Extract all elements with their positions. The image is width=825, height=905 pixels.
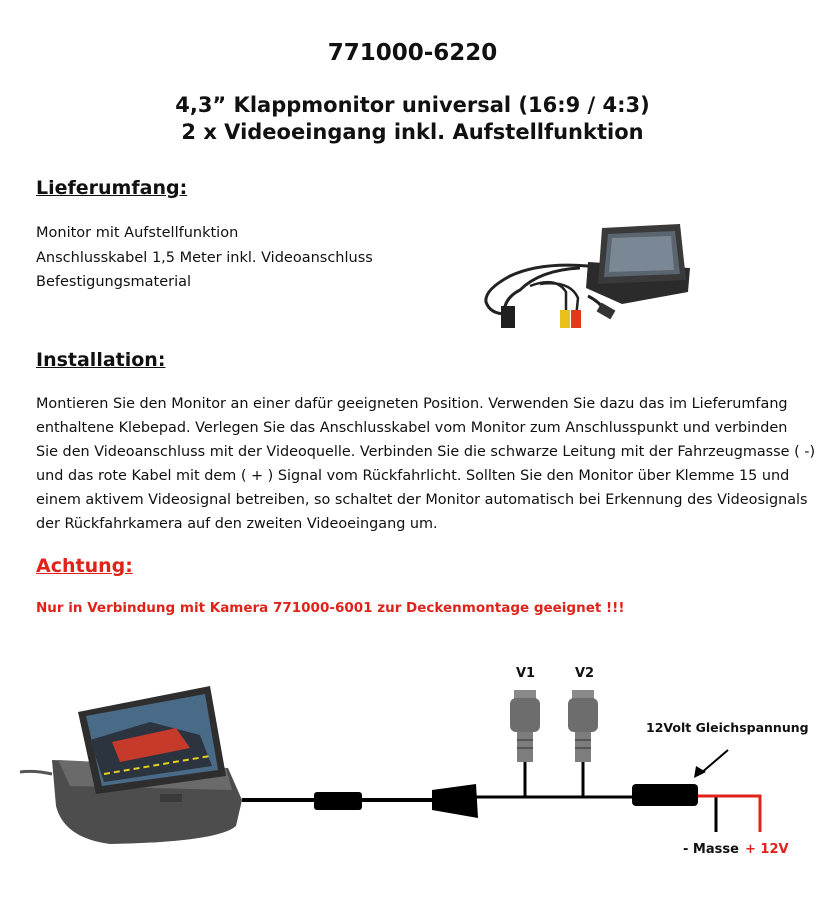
diagram-monitor <box>20 686 242 844</box>
positive-label: + 12V <box>745 842 789 857</box>
installation-line: enthaltene Klebepad. Verlegen Sie das Anschlusskabel vom Monitor zum Anschlusspunkt und verbinden <box>36 420 788 436</box>
video-input-2-label: V2 <box>575 666 595 681</box>
delivery-list <box>36 221 373 295</box>
title-line-1: 4,3” Klappmonitor universal (16:9 / 4:3) <box>175 93 650 117</box>
list-item: Monitor mit Aufstellfunktion <box>36 225 239 241</box>
installation-line: und das rote Kabel mit dem ( + ) Signal vom Rückfahrlicht. Sollten Sie den Monitor über Klemme 15 und <box>36 468 790 484</box>
installation-heading: Installation: <box>36 349 166 371</box>
warning-heading: Achtung: <box>36 555 133 577</box>
installation-text <box>36 392 816 536</box>
title-line-2: 2 x Videoeingang inkl. Aufstellfunktion <box>181 120 644 144</box>
video-input-1-label: V1 <box>516 666 536 681</box>
warning-text: Nur in Verbindung mit Kamera 771000-6001 zur Deckenmontage geeignet !!! <box>36 600 625 616</box>
video-connector-v1 <box>510 690 540 762</box>
list-item: Befestigungsmaterial <box>36 274 192 290</box>
delivery-heading: Lieferumfang: <box>36 177 188 199</box>
power-label: 12Volt Gleichspannung <box>646 720 809 735</box>
product-photo <box>486 224 690 328</box>
installation-line: einem aktivem Videosignal betreiben, so schaltet der Monitor automatisch bei Erkennung des Videosignals <box>36 492 808 508</box>
installation-line: Sie den Videoanschluss mit der Videoquelle. Verbinden Sie die schwarze Leitung mit der Fahrzeugmasse ( -) <box>36 444 816 460</box>
article-number: 771000-6220 <box>327 40 498 66</box>
installation-line: Montieren Sie den Monitor an einer dafür geeigneten Position. Verwenden Sie dazu das im Lieferumfang <box>36 396 788 412</box>
video-connector-v2 <box>568 690 598 762</box>
installation-line: der Rückfahrkamera auf den zweiten Videoeingang um. <box>36 516 438 532</box>
ground-label: - Masse <box>683 842 739 857</box>
product-title <box>0 92 825 146</box>
diagram-cable <box>242 750 760 832</box>
list-item: Anschlusskabel 1,5 Meter inkl. Videoanschluss <box>36 249 373 266</box>
